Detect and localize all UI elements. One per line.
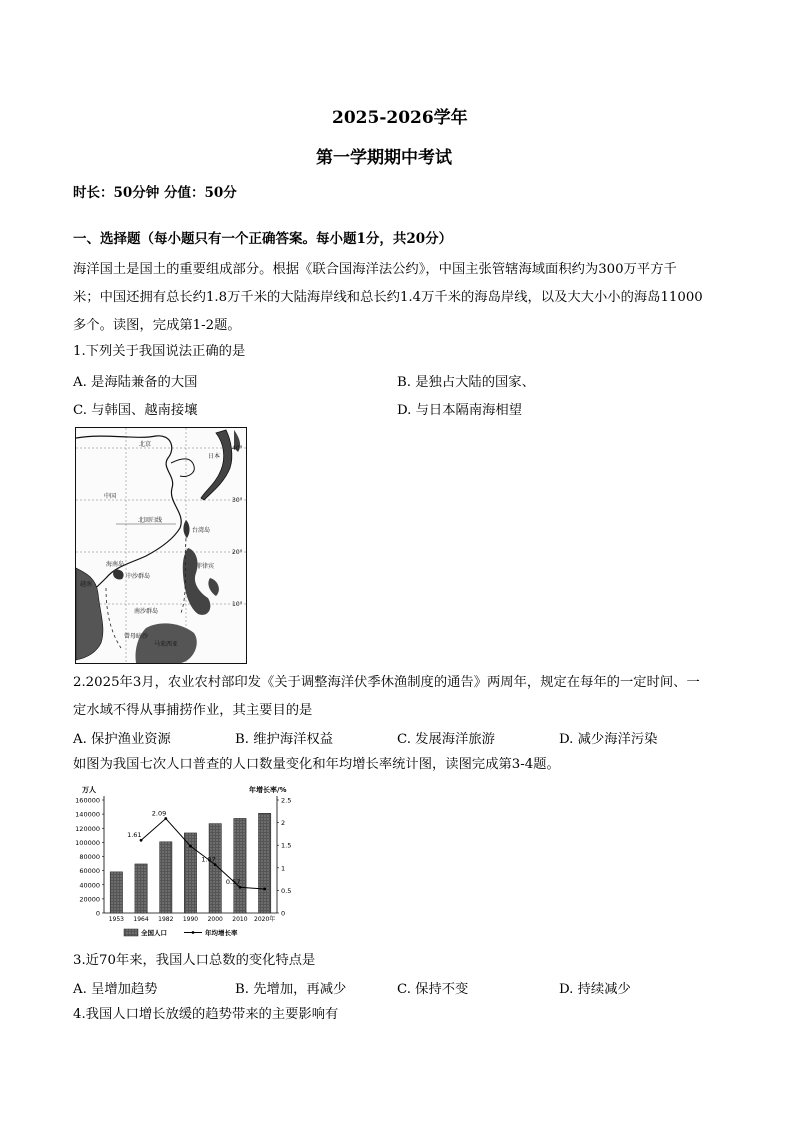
q1-option-b[interactable]: B. 是独占大陆的国家、 (397, 375, 535, 390)
left-tick-label: 160000 (75, 796, 100, 805)
q3-option-d[interactable]: D. 持续减少 (559, 982, 631, 997)
right-tick-label: 0.5 (281, 886, 292, 895)
q3-option-a[interactable]: A. 呈增加趋势 (73, 982, 158, 997)
title-exam: 第一学期期中考试 (316, 148, 452, 168)
legend-bar-swatch (124, 929, 138, 936)
exam-meta: 时长：50分钟 分值：50分 (73, 185, 237, 201)
q1-option-a[interactable]: A. 是海陆兼备的大国 (73, 375, 198, 390)
data-label: 0.57 (225, 878, 241, 887)
map-label-nansha: 南沙群岛 (134, 608, 159, 615)
population-chart (72, 782, 312, 945)
map-label-zhongsha: 中沙群岛 (126, 573, 151, 580)
right-tick-label: 2.5 (281, 796, 292, 805)
section-heading: 一、选择题（每小题只有一个正确答案。每小题1分，共20分） (73, 231, 453, 247)
x-tick-label: 1964 (133, 916, 149, 923)
q1-option-d[interactable]: D. 与日本隔南海相望 (397, 403, 523, 418)
growth-rate-point (263, 888, 266, 891)
left-tick-label: 140000 (75, 810, 100, 819)
intro-line-1: 海洋国土是国土的重要组成部分。根据《联合国海洋法公约》，中国主张管辖海域面积约为300万平方千 (73, 262, 677, 277)
map-label-taiwan: 台湾岛 (192, 527, 211, 534)
map-label-tropic: 北回归线 (138, 517, 163, 524)
growth-rate-point (164, 817, 167, 820)
population-bar (135, 864, 147, 913)
x-tick-label: 2020年 (254, 916, 276, 923)
intro-line-3: 多个。读图，完成第1-2题。 (73, 318, 241, 333)
right-tick-label: 2 (281, 819, 286, 828)
left-tick-label: 60000 (79, 867, 100, 876)
map-label-china: 中国 (104, 493, 117, 500)
q2-stem-line-1: 2.2025年3月，农业农村部印发《关于调整海洋伏季休渔制度的通告》两周年，规定在每年的一定时间、一 (73, 675, 700, 690)
intro-line-2: 米；中国还拥有总长约1.8万千米的大陆海岸线和总长约1.4万千米的海岛岸线，以及大大小小的海岛11000 (73, 290, 703, 305)
data-label: 1.61 (127, 831, 142, 840)
map-lat-40: 40° (232, 445, 243, 452)
map-label-philippines: 菲律宾 (196, 563, 215, 570)
q2-option-d[interactable]: D. 减少海洋污染 (559, 732, 658, 747)
x-tick-label: 1953 (108, 916, 124, 923)
growth-rate-point (239, 886, 242, 889)
population-bar (258, 813, 270, 913)
q2-option-c[interactable]: C. 发展海洋旅游 (397, 732, 495, 747)
map-label-beijing: 北京 (139, 441, 152, 448)
right-tick-label: 1 (281, 864, 286, 873)
q2-option-a[interactable]: A. 保护渔业资源 (73, 732, 171, 747)
q3-option-b[interactable]: B. 先增加，再减少 (235, 982, 347, 997)
growth-rate-point (214, 863, 217, 866)
population-bar (110, 872, 122, 913)
title-year: 2025-2026学年 (332, 108, 468, 128)
data-label: 2.09 (151, 809, 167, 818)
q1-option-c[interactable]: C. 与韩国、越南接壤 (73, 403, 198, 418)
left-tick-label: 20000 (79, 895, 100, 904)
map-lat-30: 30° (232, 497, 243, 504)
china-sea-map (75, 427, 247, 664)
map-label-japan: 日本 (208, 453, 221, 460)
map-label-malaysia: 马来西亚 (154, 641, 179, 648)
intro-q3-4: 如图为我国七次人口普查的人口数量变化和年均增长率统计图，读图完成第3-4题。 (73, 757, 560, 772)
left-tick-label: 0 (95, 909, 100, 918)
right-tick-label: 1.5 (281, 841, 292, 850)
legend-line-label: 年均增长率 (205, 929, 238, 937)
x-tick-label: 1982 (158, 916, 174, 923)
left-tick-label: 120000 (75, 824, 100, 833)
map-lat-10: 10° (232, 601, 243, 608)
q2-option-b[interactable]: B. 维护海洋权益 (235, 732, 334, 747)
left-tick-label: 100000 (75, 838, 100, 847)
q2-stem-line-2: 定水域不得从事捕捞作业，其主要目的是 (73, 703, 313, 718)
map-lat-20: 20° (232, 549, 243, 556)
x-tick-label: 2010 (232, 916, 248, 923)
q4-stem: 4.我国人口增长放缓的趋势带来的主要影响有 (73, 1007, 339, 1022)
left-tick-label: 40000 (79, 881, 100, 890)
map-label-hainan: 海南岛 (106, 561, 125, 568)
q3-stem: 3.近70年来，我国人口总数的变化特点是 (73, 953, 316, 968)
q1-stem: 1.下列关于我国说法正确的是 (73, 344, 246, 359)
map-label-vietnam: 越南 (80, 581, 93, 588)
q3-option-c[interactable]: C. 保持不变 (397, 982, 469, 997)
left-axis-title: 万人 (82, 786, 96, 794)
right-axis-title: 年增长率/% (249, 786, 287, 794)
legend-bar-label: 全国人口 (141, 929, 167, 937)
left-tick-label: 80000 (79, 853, 100, 861)
x-tick-label: 1990 (182, 916, 199, 923)
data-label: 1.07 (201, 855, 216, 864)
population-bar (160, 842, 172, 913)
x-tick-label: 2000 (207, 916, 223, 923)
population-bar (234, 818, 246, 913)
growth-rate-point (189, 845, 192, 848)
right-tick-label: 0 (281, 909, 286, 918)
legend-line-marker (192, 931, 195, 934)
growth-rate-point (140, 839, 143, 842)
map-label-zengmu: 曾母暗沙 (124, 633, 149, 640)
